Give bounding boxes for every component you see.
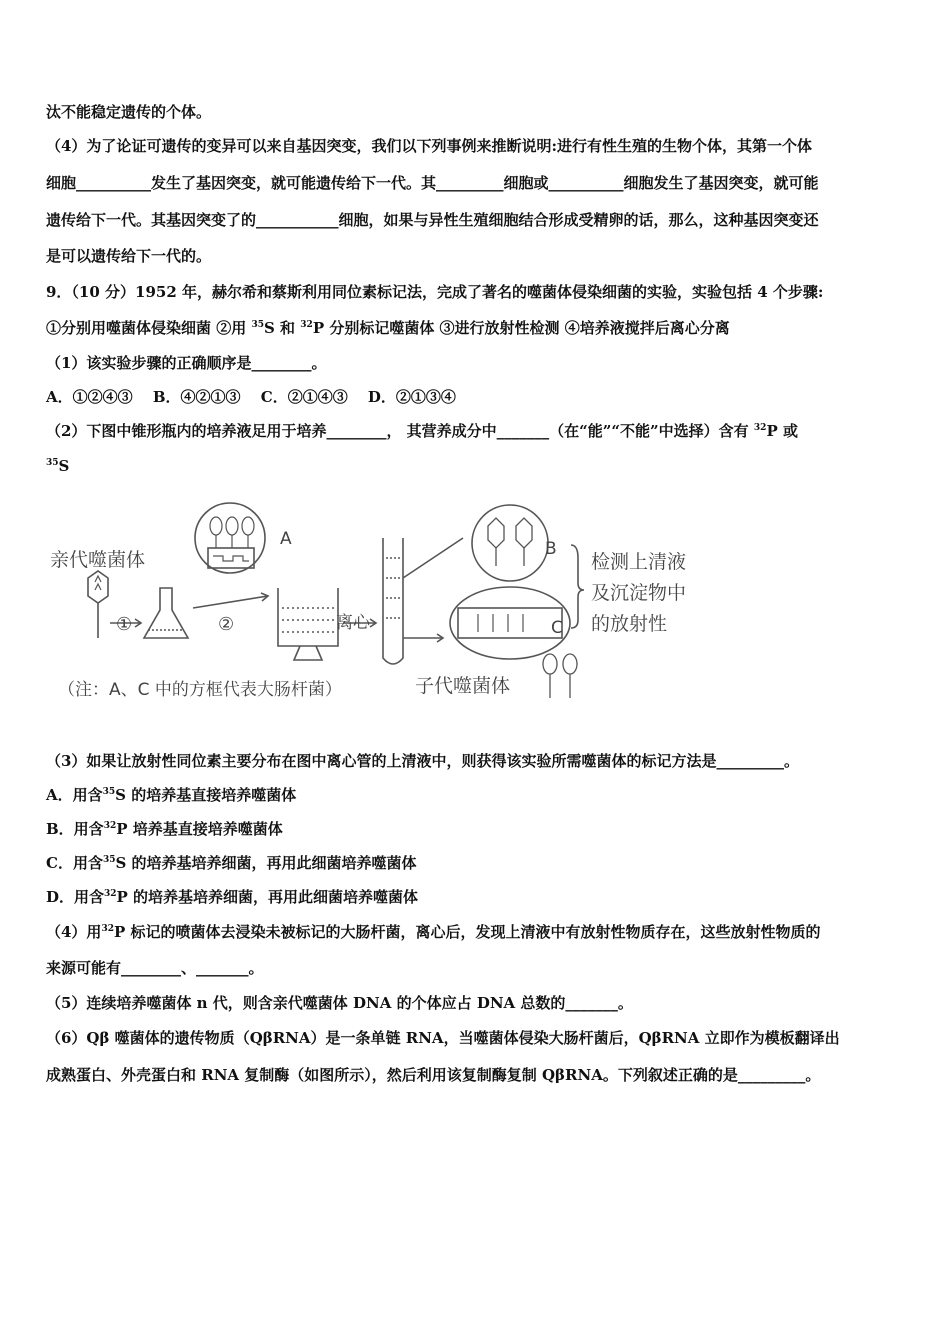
q9-part2-tail: $^{35}$S [46,457,70,475]
q9-part3-option-a: A．用含$^{35}$S 的培养基直接培养噬菌体 [46,786,297,804]
q9-part4: （4）用$^{32}$P 标记的喷菌体去浸染未被标记的大肠杆菌，离心后，发现上清液中有放射性物质存在，这些放射性物质的 [46,923,821,941]
bracket [571,545,584,628]
beaker-icon [278,588,338,660]
text-line-5: 是可以遗传给下一代的。 [46,247,212,265]
question-9-intro: 9．（10 分）1952 年，赫尔希和蔡斯利用同位素标记法，完成了著名的噬菌体侵染细菌的实验，实验包括 4 个步骤: [46,283,824,301]
q9-part1-options: A．①②④③ B．④②①③ C．②①④③ D．②①③④ [46,388,456,406]
bacteria-box-a [208,548,254,568]
q9-part5: （5）连续培养噬菌体 n 代，则含亲代噬菌体 DNA 的个体应占 DNA 总数的_______。 [46,994,633,1012]
progeny-phage-label: 子代噬菌体 [415,675,511,697]
experiment-diagram [38,498,718,723]
label-a: A [280,529,292,549]
q9-part6-line2: 成熟蛋白、外壳蛋白和 RNA 复制酶（如图所示），然后利用该复制酶复制 QβRNA。下列叙述正确的是_________。 [46,1066,821,1084]
q9-part1: （1）该实验步骤的正确顺序是________。 [46,354,327,372]
label-c: C [551,618,563,638]
q9-part3-option-d: D．用含$^{32}$P 的培养基培养细菌，再用此细菌培养噬菌体 [46,888,419,906]
step1-label: ① [116,614,133,635]
bacteria-box-c [458,608,562,638]
detect-line-3: 的放射性 [591,613,668,635]
step2-label: ② [218,614,235,635]
q9-part4-line2: 来源可能有________、_______。 [46,959,264,977]
q9-part3-option-c: C．用含$^{35}$S 的培养基培养细菌，再用此细菌培养噬菌体 [46,854,417,872]
parent-phage-label: 亲代噬菌体 [50,549,146,571]
centrifuge-tube-icon [383,538,403,664]
flask-icon [144,588,188,638]
centrifuge-label: 离心 [336,613,370,633]
detect-line-2: 及沉淀物中 [591,582,687,604]
q9-part2: （2）下图中锥形瓶内的培养液足用于培养________， 其营养成分中_______（在“能”“不能”中选择）含有 $^{32}$P 或 [46,422,798,440]
text-line-1: 汰不能稳定遗传的个体。 [46,103,212,121]
q9-part3-option-b: B．用含$^{32}$P 培养基直接培养噬菌体 [46,820,283,838]
text-line-2: （4）为了论证可遗传的变异可以来自基因突变，我们以下列事例来推断说明:进行有性生殖的生物个体，其第一个体 [46,137,812,155]
progeny-phage-icon [543,654,577,698]
text-line-3: 细胞__________发生了基因突变，就可能遗传给下一代。其_________细胞或__________细胞发生了基因突变，就可能 [46,174,819,192]
text-line-4: 遗传给下一代。其基因突变了的___________细胞，如果与异性生殖细胞结合形成受精卵的话，那么，这种基因突变还 [46,211,819,229]
arrow-step2 [193,596,268,608]
circle-b [472,505,548,581]
detect-line-1: 检测上清液 [591,551,687,573]
figure-note: （注：A、C 中的方框代表大肠杆菌） [58,680,342,700]
label-b: B [545,539,557,559]
q9-part3: （3）如果让放射性同位素主要分布在图中离心管的上清液中，则获得该实验所需噬菌体的标记方法是_________。 [46,752,799,770]
q9-part6-line1: （6）Qβ 噬菌体的遗传物质（QβRNA）是一条单链 RNA，当噬菌体侵染大肠杆菌后，QβRNA 立即作为模板翻译出 [46,1029,840,1047]
q9-steps: ①分别用噬菌体侵染细菌 ②用 $^{35}$S 和 $^{32}$P 分别标记噬菌体 ③进行放射性检测 ④培养液搅拌后离心分离 [46,319,730,337]
parent-phage-icon [88,571,108,638]
